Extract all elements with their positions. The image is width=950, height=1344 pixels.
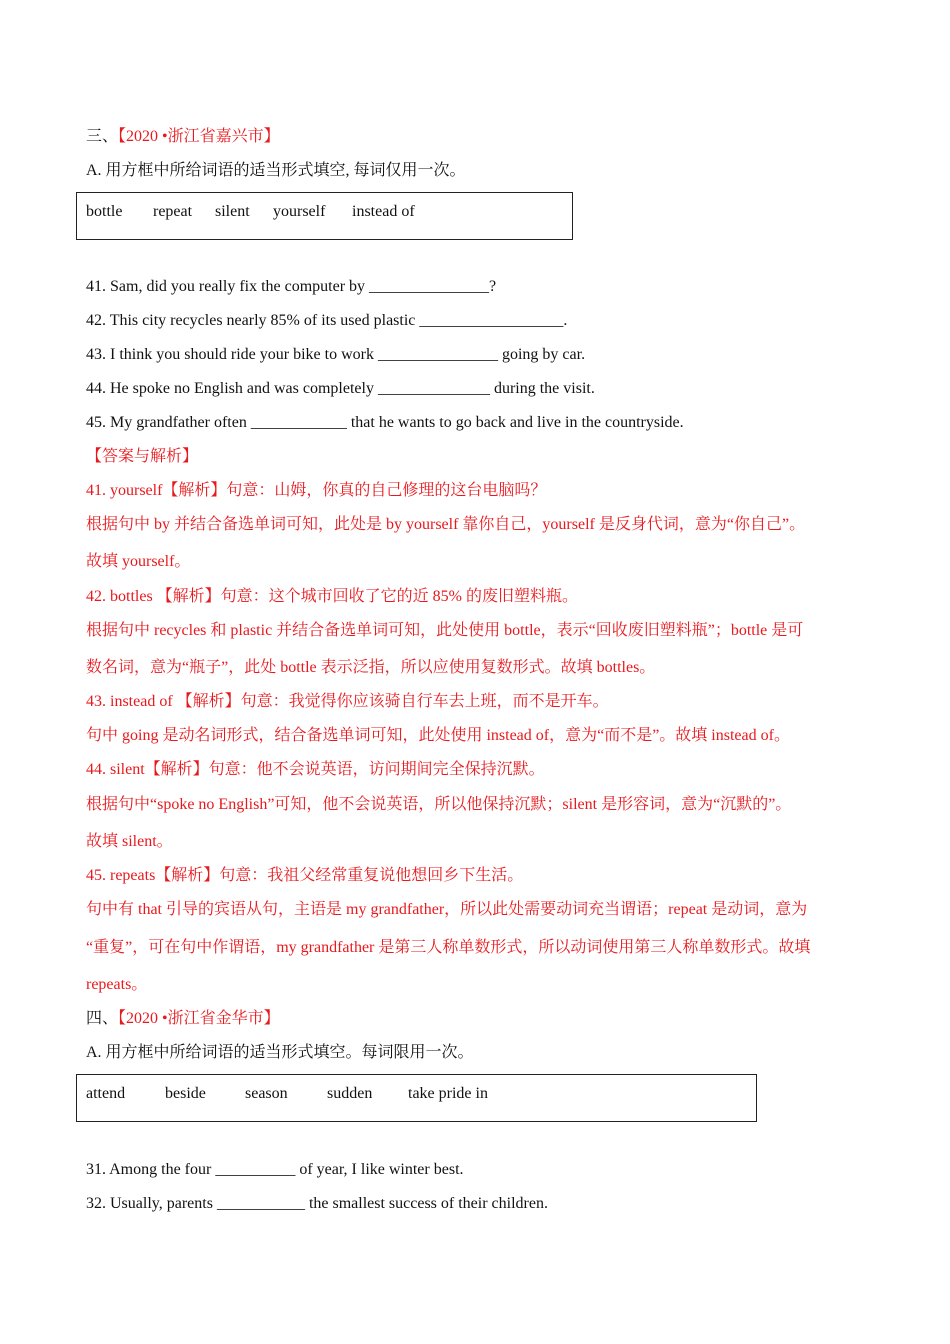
section-3-instruction: A. 用方框中所给词语的适当形式填空, 每词仅用一次。 [86, 162, 466, 179]
word-box-section-4 [76, 1074, 757, 1122]
word-bank-item: take pride in [408, 1085, 488, 1102]
word-bank-item: repeat [153, 203, 193, 220]
section-3-source-tag: 【2020 •浙江省嘉兴市】 [118, 128, 280, 145]
question-42: 42. This city recycles nearly 85% of its used plastic __________________. [86, 312, 568, 329]
question-43: 43. I think you should ride your bike to work _______________ going by car. [86, 346, 586, 363]
word-bank-item: yourself [273, 203, 326, 220]
answer-43-explanation: 句中 going 是动名词形式，结合备选单词可知，此处使用 instead of，意为“而不是”。故填 instead of。 [86, 727, 790, 744]
word-bank-item: sudden [327, 1085, 373, 1102]
section-4-source-tag: 【2020 •浙江省金华市】 [118, 1010, 280, 1027]
word-bank-item: season [245, 1085, 288, 1102]
section-4-instruction: A. 用方框中所给词语的适当形式填空。每词限用一次。 [86, 1044, 474, 1061]
section-4-number: 四、 [86, 1010, 119, 1027]
answer-45-explanation-cont: “重复”，可在句中作谓语，my grandfather 是第三人称单数形式，所以动词使用第三人称单数形式。故填 [86, 939, 811, 956]
word-bank-item: silent [215, 203, 250, 220]
question-31: 31. Among the four __________ of year, I like winter best. [86, 1161, 464, 1178]
answer-45: 45. repeats【解析】句意：我祖父经常重复说他想回乡下生活。 [86, 867, 524, 884]
answer-44-explanation: 根据句中“spoke no English”可知，他不会说英语，所以他保持沉默；silent 是形容词，意为“沉默的”。 [86, 796, 792, 813]
answer-45-explanation: 句中有 that 引导的宾语从句，主语是 my grandfather，所以此处需要动词充当谓语；repeat 是动词，意为 [86, 901, 808, 918]
answer-41-conclusion: 故填 yourself。 [86, 553, 191, 570]
word-bank-item: instead of [352, 203, 415, 220]
section-3-heading [86, 127, 280, 147]
word-bank-item: beside [165, 1085, 206, 1102]
answer-42-explanation: 根据句中 recycles 和 plastic 并结合备选单词可知，此处使用 bottle，表示“回收废旧塑料瓶”；bottle 是可 [86, 622, 804, 639]
answer-heading: 【答案与解析】 [86, 448, 199, 465]
answer-44-conclusion: 故填 silent。 [86, 833, 173, 850]
section-4-heading [86, 1009, 280, 1029]
word-box-section-3 [76, 192, 573, 240]
answer-44: 44. silent【解析】句意：他不会说英语，访问期间完全保持沉默。 [86, 761, 545, 778]
section-3-number: 三、 [86, 128, 119, 145]
answer-45-conclusion: repeats。 [86, 976, 148, 993]
answer-42-explanation-cont: 数名词，意为“瓶子”，此处 bottle 表示泛指，所以应使用复数形式。故填 bottles。 [86, 659, 656, 676]
answer-41: 41. yourself【解析】句意：山姆，你真的自己修理的这台电脑吗？ [86, 482, 547, 499]
word-bank-item: bottle [86, 203, 123, 220]
answer-42: 42. bottles 【解析】句意：这个城市回收了它的近 85% 的废旧塑料瓶。 [86, 588, 578, 605]
question-41: 41. Sam, did you really fix the computer by _______________? [86, 278, 497, 295]
word-bank-item: attend [86, 1085, 126, 1102]
question-32: 32. Usually, parents ___________ the smallest success of their children. [86, 1195, 548, 1212]
answer-41-explanation: 根据句中 by 并结合备选单词可知，此处是 by yourself 靠你自己，yourself 是反身代词，意为“你自己”。 [86, 516, 806, 533]
question-45: 45. My grandfather often ____________ that he wants to go back and live in the countryside. [86, 414, 684, 431]
answer-43: 43. instead of 【解析】句意：我觉得你应该骑自行车去上班，而不是开车。 [86, 693, 609, 710]
question-44: 44. He spoke no English and was completely ______________ during the visit. [86, 380, 595, 397]
